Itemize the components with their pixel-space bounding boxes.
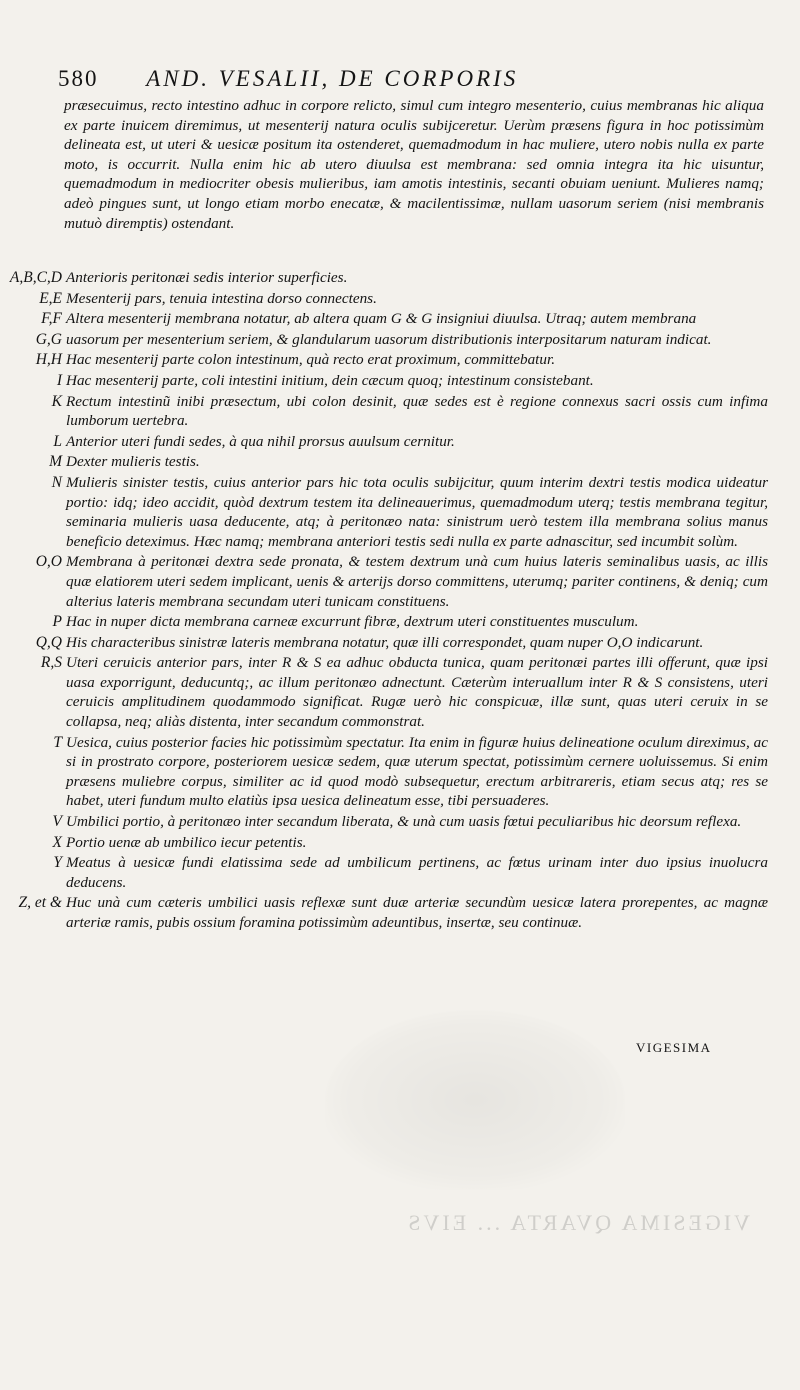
catchword: VIGESIMA — [636, 1040, 712, 1055]
legend-entry — [0, 432, 800, 452]
legend-label: V — [52, 813, 62, 831]
legend-label: E,E — [39, 289, 62, 307]
legend-label: R,S — [40, 654, 62, 672]
legend-text: Umbilici portio, à peritonæo inter secandum liberata, & unà cum uasis fœtui peculiaribus hic deorsum reflexa. — [66, 813, 742, 831]
legend-entry — [0, 392, 800, 431]
legend-entry — [0, 309, 800, 329]
intro-paragraph — [64, 96, 764, 233]
page-number: 580 — [58, 66, 99, 91]
intro-text: præsecuimus, recto intestino adhuc in corpore relicto, simul cum integro mesenterio, cuius membranas hic aliqua ex parte inuicem diremimus, ut mesenterij natura oculis subijceretur. Uerùm præsens figura in hoc potissimùm delineata est, ut uteri & uesicæ positum ita ostenderet, quemadmodum in hac muliere, utero nobis nulla ex parte moto, is occurrit. Nulla enim hic ab utero diuulsa est membrana: sed omnia integra ita hic uisuntur, quemadmodum in mediocriter obesis mulieribus, iam amotis intestinis, secanti obuiam ueniunt. Mulieres namq; adeò pingues sunt, ut longo etiam morbo enecatæ, & macilentissimæ, nullam uasorum seriem (nisi membranis mutuò diremptis) ostendant. — [64, 97, 764, 232]
figure-legend — [0, 268, 800, 934]
legend-entry — [0, 833, 800, 853]
legend-text: Rectum intestinũ inibi præsectum, ubi colon desinit, quæ sedes est è regione connexus sacri ossis cum infima lumborum uertebra. — [66, 392, 768, 430]
legend-entry — [0, 552, 800, 611]
legend-label: H,H — [35, 351, 62, 369]
legend-text: Meatus à uesicæ fundi elatissima sede ad umbilicum pertinens, ac fœtus urinam inter duo ipsius inuolucra deducens. — [66, 854, 768, 891]
legend-label: L — [53, 432, 62, 450]
legend-entry — [0, 268, 800, 288]
legend-label: M — [49, 453, 62, 471]
legend-text: His characteribus sinistræ lateris membrana notatur, quæ illi correspondet, quam nuper O,O indicarunt. — [66, 633, 704, 651]
legend-text: Mulieris sinister testis, cuius anterior pars hic tota oculis subijcitur, quum interim dextri testis modica uideatur portio: idq; ideo accidit, quòd dextrum testem ita delineauerimus, quemadmodum uterq; testis membrana tegitur, seminaria mulieris uasa deducente, atq; à peritonæo nata: sinistrum uerò testem illa membrana solius manus beneficio deteximus. Hæc namq; membrana anteriori testis sedi nulla ex parte adnascitur, sed incumbit solùm. — [66, 473, 768, 550]
legend-label: K — [51, 392, 62, 410]
legend-text: Portio uenæ ab umbilico iecur petentis. — [66, 833, 307, 851]
running-header — [58, 66, 658, 92]
legend-entry — [0, 633, 800, 653]
legend-text: uasorum per mesenterium seriem, & glandularum uasorum distributionis interpositarum naturam indicat. — [66, 330, 712, 348]
show-through-figure — [325, 1010, 625, 1190]
legend-text: Anterior uteri fundi sedes, à qua nihil prorsus auulsum cernitur. — [66, 432, 455, 450]
legend-label: Q,Q — [35, 633, 62, 651]
legend-text: Altera mesenterij membrana notatur, ab altera quam G & G insigniui diuulsa. Utraq; autem membrana — [66, 310, 697, 328]
legend-label: O,O — [35, 553, 62, 571]
legend-label: Y — [53, 854, 62, 872]
show-through-text: VIGESIMA QVARTA ... EIVS — [405, 1210, 750, 1235]
legend-text: Uteri ceruicis anterior pars, inter R & S ea adhuc obducta tunica, quam peritonæi partes illi offerunt, quæ ipsi uasa exporrigunt, deducuntq;, ac illum peritonæo adnectunt. Cæterùm interuallum inter R & S consistens, uteri ceruicis amplitudinem quodammodo significat. Rugæ uerò hic conspicuæ, illæ sunt, quas uteri ceruix in se collapsa, neq; aliàs distenta, inter secandum commonstrat. — [66, 654, 768, 731]
legend-label: I — [56, 371, 62, 389]
legend-text: Dexter mulieris testis. — [66, 453, 200, 471]
legend-label: P — [52, 613, 62, 631]
legend-label: X — [52, 833, 62, 851]
legend-entry — [0, 473, 800, 551]
legend-entry — [0, 371, 800, 391]
legend-text: Hac mesenterij parte colon intestinum, quà recto erat proximum, committebatur. — [66, 351, 556, 369]
legend-entry — [0, 612, 800, 632]
legend-entry — [0, 330, 800, 350]
legend-entry — [0, 853, 800, 892]
legend-entry — [0, 893, 800, 932]
legend-entry — [0, 350, 800, 370]
legend-entry — [0, 289, 800, 309]
legend-entry — [0, 452, 800, 472]
legend-entry — [0, 733, 800, 811]
legend-text: Uesica, cuius posterior facies hic potissimùm spectatur. Ita enim in figuræ huius delineatione oculum direximus, ac si in prostrato corpore, posteriorem uesicæ sedem, quæ uterum spectat, potissimùm cernere uoluissemus. Si enim præsens muliebre corpus, similiter ac id quod modò subsequetur, erectum arbitrareris, etiam secus atq; res se habet, uteri fundum multo elatiùs ipsa uesica delineatum esse, tibi persuaderes. — [66, 733, 768, 810]
running-title: AND. VESALII, DE CORPORIS — [146, 66, 519, 91]
legend-text: Huc unà cum cæteris umbilici uasis reflexæ sunt duæ arteriæ secundùm uesicæ latera prorepentes, ac magnæ arteriæ ramis, pubis ossium foramina potissimùm adeuntibus, insertæ, seu continuæ. — [66, 894, 768, 931]
legend-label: Z, et & — [18, 894, 62, 912]
legend-text: Hac mesenterij parte, coli intestini initium, dein cæcum quoq; intestinum consistebant. — [66, 371, 594, 389]
legend-text: Hac in nuper dicta membrana carneæ excurrunt fibræ, dextrum uteri constituentes musculum. — [66, 613, 639, 631]
legend-entry — [0, 653, 800, 731]
legend-label: G,G — [35, 330, 62, 348]
legend-label: F,F — [41, 310, 62, 328]
legend-label: N — [51, 473, 62, 491]
legend-text: Membrana à peritonæi dextra sede pronata, & testem dextrum unà cum huius lateris seminalibus uasis, ac illis quæ elatiorem uteri sedem implicant, uenis & arterijs dorso committens, uterumq; pariter continens, & deniq; cum alterius lateris membrana secundam uteri tunicam constituens. — [66, 553, 768, 610]
legend-label: T — [53, 733, 62, 751]
legend-text: Anterioris peritonæi sedis interior superficies. — [66, 269, 348, 286]
legend-entry — [0, 812, 800, 832]
legend-label: A,B,C,D — [9, 269, 62, 286]
legend-text: Mesenterij pars, tenuia intestina dorso connectens. — [66, 289, 377, 307]
